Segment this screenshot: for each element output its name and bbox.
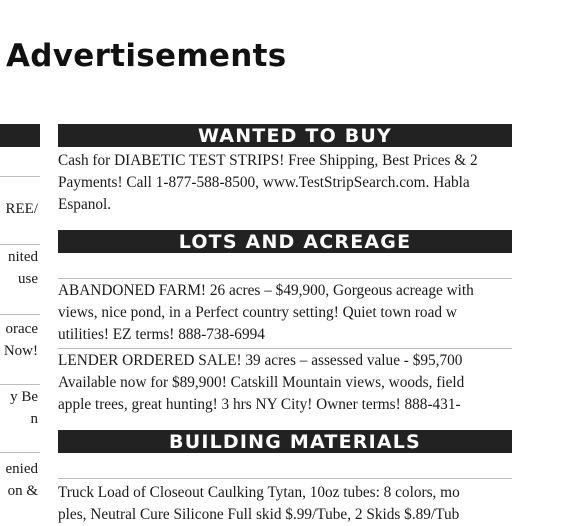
ad-line: Available now for $89,900! Catskill Mountain views, woods, field [58,374,465,391]
left-column-text: n [30,411,38,427]
divider [58,478,512,479]
ad-line: utilities! EZ terms! 888-738-6994 [58,326,265,343]
divider [0,176,40,177]
divider [0,452,40,453]
section-header-building-materials: BUILDING MATERIALS [58,430,512,453]
left-column-fragment [0,124,40,512]
left-column-text: orace [5,321,38,337]
ad-item [58,280,578,346]
left-column-header-bar [0,124,40,147]
ad-line: ples, Neutral Cure Silicone Full skid $.99/Tube, 2 Skids $.89/Tub [58,506,460,523]
left-column-text: on & [7,483,38,499]
ad-line: LENDER ORDERED SALE! 39 acres – assessed value - $95,700 [58,352,463,369]
left-column-text: use [18,271,38,287]
divider [0,314,40,315]
ad-item [58,150,578,216]
divider [58,348,512,349]
ad-line: apple trees, great hunting! 3 hrs NY City! Owner terms! 888-431- [58,396,461,413]
section-header-wanted-to-buy: WANTED TO BUY [58,124,512,147]
ad-line: Payments! Call 1-877-588-8500, www.TestStripSearch.com. Habla [58,174,470,191]
left-column-text: REE/ [5,201,38,217]
ad-line: Espanol. [58,196,112,213]
ad-line: Truck Load of Closeout Caulking Tytan, 10oz tubes: 8 colors, mo [58,484,460,501]
classified-column [58,124,512,523]
page-title: Advertisements [6,38,287,74]
left-column-text: y Be [10,389,38,405]
ad-item [58,482,578,526]
ad-line: ABANDONED FARM! 26 acres – $49,900, Gorgeous acreage with [58,282,474,299]
left-column-text: nited [8,249,38,265]
ad-item [58,350,578,416]
divider [0,384,40,385]
ad-line: Cash for DIABETIC TEST STRIPS! Free Shipping, Best Prices & 2 [58,152,478,169]
ad-line: views, nice pond, in a Perfect country setting! Quiet town road w [58,304,457,321]
divider [58,278,512,279]
section-header-lots-and-acreage: LOTS AND ACREAGE [58,230,512,253]
left-column-text: enied [5,461,38,477]
divider [0,244,40,245]
left-column-text: Now! [3,343,38,359]
